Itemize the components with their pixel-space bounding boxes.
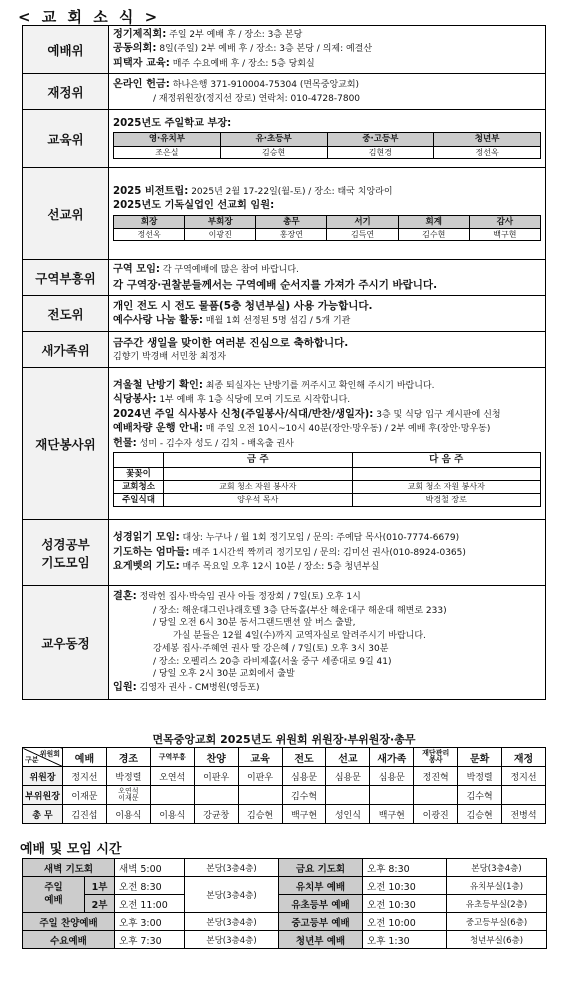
info-line	[113, 408, 541, 422]
info-value: 금주간 생일을 맞이한 여러분 진심으로 축하합니다.	[113, 337, 349, 350]
officer-name: 김수혁	[282, 786, 326, 805]
news-table	[22, 25, 546, 700]
corner-bottom: 구분	[25, 756, 39, 764]
section-category: 선교위	[23, 168, 109, 260]
info-line	[113, 314, 541, 328]
info-value: 대상: 누구나 / 월 1회 정기모임 / 문의: 주예담 목사(010-7774-6679)	[179, 533, 460, 544]
service-name: 새벽 기도회	[23, 859, 115, 877]
duty-cell: 박경철 장로	[352, 493, 541, 506]
info-key: 요게벳의 기도:	[113, 561, 180, 573]
officer-name: 성인식	[326, 805, 370, 824]
info-key: 기도하는 엄마들:	[113, 546, 190, 558]
service-time: 오전 10:30	[363, 877, 447, 895]
officer-name: 백구현	[370, 805, 414, 824]
committee-header: 교육	[238, 748, 282, 767]
info-line	[113, 393, 541, 407]
info-line	[113, 185, 541, 199]
info-value: 3층 및 식당 입구 게시판에 신청	[373, 409, 501, 420]
info-value: 1부 예배 후 1층 식당에 모여 기도로 시작합니다.	[156, 395, 351, 406]
info-line	[113, 546, 541, 560]
info-key: 구역 모임:	[113, 264, 160, 276]
services-title: 예배 및 모임 시간	[20, 842, 122, 857]
info-value: 8일(주일) 2부 예배 후 / 장소: 3층 본당 / 의제: 예결산	[156, 44, 373, 55]
committee-header: 구역부흥	[150, 748, 194, 767]
service-name: 중고등부 예배	[279, 913, 363, 931]
section-row	[23, 74, 546, 110]
service-sub: 2부	[85, 895, 115, 913]
committee-header: 재단관리 봉사	[414, 748, 458, 767]
info-line	[113, 117, 541, 131]
section-row	[23, 332, 546, 368]
corner-top: 위원회	[39, 750, 60, 758]
service-time: 오전 10:00	[363, 913, 447, 931]
service-row	[23, 859, 547, 877]
committee-header: 선교	[326, 748, 370, 767]
service-place: 본당(3층4층)	[185, 877, 279, 913]
section-row	[23, 168, 546, 260]
info-value: / 당일 오전 6시 30분 동서그랜드맨션 앞 버스 출발,	[153, 618, 356, 629]
subtable-cell: 백구현	[469, 228, 540, 240]
officer-role: 위원장	[23, 767, 63, 786]
officer-name: 이판우	[194, 767, 238, 786]
duty-cell: 교회 청소 자원 봉사자	[164, 480, 353, 493]
duty-cell	[352, 467, 541, 480]
info-line	[113, 351, 541, 364]
info-value: 매주 1시간씩 짝끼리 정기모임 / 문의: 김미선 권사(010-8924-0365)	[189, 547, 466, 558]
duty-header: 다 음 주	[352, 453, 541, 467]
section-category: 교우동정	[23, 586, 109, 700]
info-value: 주일 2부 예배 후 / 장소: 3층 본당	[166, 30, 303, 40]
service-row	[23, 877, 547, 895]
duty-label: 주일식대	[114, 493, 164, 506]
officer-name: 김승현	[458, 805, 502, 824]
subtable-cell: 정선옥	[434, 146, 541, 158]
info-key: 예수사랑 나눔 활동:	[113, 315, 203, 327]
info-key: 성경읽기 모임:	[113, 532, 180, 544]
page-title: < 교 회 소 식 >	[18, 8, 161, 26]
officer-name	[414, 786, 458, 805]
committee-header: 새가족	[370, 748, 414, 767]
subtable-cell: 김현경	[327, 146, 434, 158]
info-value: / 재정위원장(정지선 장로) 연락처: 010-4728-7800	[153, 93, 361, 104]
committee-header: 예배	[63, 748, 107, 767]
service-row	[23, 913, 547, 931]
officer-name: 이판우	[238, 767, 282, 786]
info-key: 겨울철 난방기 확인:	[113, 379, 203, 391]
service-time: 오전 10:30	[363, 895, 447, 913]
section-content	[109, 332, 546, 368]
officer-name: 김진섭	[63, 805, 107, 824]
officer-row	[23, 767, 546, 786]
info-line	[113, 437, 541, 451]
service-name: 금요 기도회	[279, 859, 363, 877]
officer-name: 김승현	[238, 805, 282, 824]
service-time: 오전 11:00	[115, 895, 185, 913]
section-category: 성경공부 기도모임	[23, 520, 109, 586]
committee-header: 문화	[458, 748, 502, 767]
committee-header: 경조	[106, 748, 150, 767]
info-line	[113, 681, 541, 695]
officer-name	[238, 786, 282, 805]
info-value: 김향기 박경배 서민창 최정자	[113, 352, 226, 363]
duty-table	[113, 452, 541, 507]
info-line	[113, 278, 541, 293]
service-place: 유초등부실(2층)	[447, 895, 547, 913]
info-value: 최종 퇴실자는 난방기를 꺼주시고 확인해 주시기 바랍니다.	[202, 380, 435, 391]
service-time: 오후 1:30	[363, 931, 447, 949]
info-line	[113, 643, 541, 656]
duty-label: 꽃꽂이	[114, 467, 164, 480]
section-row	[23, 586, 546, 700]
info-value: 가실 분들은 12월 4일(수)까지 교역자실로 알려주시기 바랍니다.	[173, 631, 426, 642]
officer-role: 부위원장	[23, 786, 63, 805]
service-time: 새벽 5:00	[115, 859, 185, 877]
officer-row	[23, 805, 546, 824]
section-category: 예배위	[23, 26, 109, 74]
officer-name: 전병석	[502, 805, 546, 824]
info-key: 피택자 교육:	[113, 57, 170, 69]
info-line	[113, 617, 541, 630]
info-value: / 장소: 해운대그린나래호텔 3층 단독홀(부산 해운대구 해운대 해변로 233)	[153, 605, 447, 616]
info-key: 2025 비전트립:	[113, 185, 189, 197]
info-line	[113, 630, 541, 643]
section-row	[23, 368, 546, 520]
duty-label: 교회청소	[114, 480, 164, 493]
subtable-header: 감사	[469, 215, 540, 228]
info-line	[113, 605, 541, 618]
services-table	[22, 858, 547, 949]
info-line	[113, 590, 541, 604]
officers-title: 면목중앙교회 2025년도 위원회 위원장·부위원장·총무	[152, 733, 416, 746]
service-place: 유치부실(1층)	[447, 877, 547, 895]
info-line	[113, 668, 541, 681]
section-content	[109, 110, 546, 168]
service-time: 오후 7:30	[115, 931, 185, 949]
service-name: 유초등부 예배	[279, 895, 363, 913]
section-row	[23, 520, 546, 586]
officer-subtable	[113, 132, 541, 158]
officer-name: 정지선	[502, 767, 546, 786]
duty-cell: 양우석 목사	[164, 493, 353, 506]
section-row	[23, 296, 546, 332]
officer-row	[23, 786, 546, 805]
service-place: 본당(3층4층)	[447, 859, 547, 877]
info-key: 헌물:	[113, 437, 137, 449]
info-line	[113, 531, 541, 545]
service-place: 중고등부실(6층)	[447, 913, 547, 931]
section-row	[23, 110, 546, 168]
officer-name: 김수혁	[458, 786, 502, 805]
section-content	[109, 26, 546, 74]
section-content	[109, 260, 546, 296]
officer-name	[326, 786, 370, 805]
subtable-cell: 김수현	[398, 228, 469, 240]
service-name: 수요예배	[23, 931, 115, 949]
service-name: 주일 예배	[23, 877, 85, 913]
service-place: 청년부실(6층)	[447, 931, 547, 949]
info-value: 매 주일 오전 10시~10시 40분(장안·망우동) / 2부 예배 후(장안·망우동)	[202, 424, 491, 435]
info-key: 식당봉사:	[113, 394, 157, 406]
info-line	[113, 336, 541, 351]
officer-name: 정진혁	[414, 767, 458, 786]
officer-name	[150, 786, 194, 805]
section-category: 구역부흥위	[23, 260, 109, 296]
subtable-cell: 정선옥	[114, 228, 185, 240]
service-name: 유치부 예배	[279, 877, 363, 895]
info-line	[113, 57, 541, 71]
service-name: 청년부 예배	[279, 931, 363, 949]
officer-name	[370, 786, 414, 805]
info-line	[113, 560, 541, 574]
info-line	[113, 379, 541, 393]
service-sub: 1부	[85, 877, 115, 895]
officer-name: 정지선	[63, 767, 107, 786]
section-content	[109, 296, 546, 332]
subtable-header: 청년부	[434, 133, 541, 146]
section-content	[109, 368, 546, 520]
officer-name: 이재문	[63, 786, 107, 805]
section-category: 재정위	[23, 74, 109, 110]
service-name: 주일 찬양예배	[23, 913, 115, 931]
service-row	[23, 931, 547, 949]
info-value: 하나은행 371-910004-75304 (면목중앙교회)	[169, 80, 360, 91]
section-category: 교육위	[23, 110, 109, 168]
subtable-header: 부회장	[185, 215, 256, 228]
info-key: 정기제직회:	[113, 29, 167, 40]
info-line	[113, 42, 541, 56]
subtable-header: 회장	[114, 215, 185, 228]
info-key: 예배차량 운행 안내:	[113, 423, 203, 435]
info-key: 결혼:	[113, 591, 137, 603]
info-line	[113, 28, 541, 42]
info-key: 2025년도 기독실업인 선교회 임원:	[113, 200, 275, 212]
info-value: 각 구역장·권찰분들께서는 구역예배 순서지를 가져가 주시기 바랍니다.	[113, 278, 438, 291]
info-key: 입원:	[113, 682, 137, 694]
section-category: 재단봉사위	[23, 368, 109, 520]
subtable-header: 유·초등부	[220, 133, 327, 146]
officer-name: 오연석 이재문	[106, 786, 150, 805]
info-value: 정락헌 집사·박숙임 권사 아들 정장회 / 7일(토) 오후 1시	[136, 592, 361, 603]
subtable-cell: 조은실	[114, 146, 221, 158]
officer-name: 이용식	[150, 805, 194, 824]
subtable-cell: 홍장연	[256, 228, 327, 240]
info-value: 각 구역예배에 많은 참여 바랍니다.	[160, 265, 299, 276]
info-line	[113, 299, 541, 314]
officer-name: 박정렬	[458, 767, 502, 786]
subtable-header: 중·고등부	[327, 133, 434, 146]
section-content	[109, 520, 546, 586]
info-line	[113, 422, 541, 436]
info-line	[113, 263, 541, 277]
committee-header: 찬양	[194, 748, 238, 767]
section-content	[109, 74, 546, 110]
duty-cell	[164, 467, 353, 480]
officer-name	[502, 786, 546, 805]
info-value: 2025년 2월 17-22일(월-토) / 장소: 태국 치앙라이	[188, 186, 393, 197]
info-value: 김영자 권사 - CM병원(영등포)	[136, 683, 260, 694]
officer-name: 백구현	[282, 805, 326, 824]
subtable-header: 영·유치부	[114, 133, 221, 146]
officers-table	[22, 747, 546, 824]
info-key: 공동의회:	[113, 43, 157, 55]
service-place: 본당(3층4층)	[185, 913, 279, 931]
info-value: 매월 1회 선정된 5명 섬김 / 5개 기관	[202, 316, 351, 327]
service-place: 본당(3층4층)	[185, 859, 279, 877]
section-category: 전도위	[23, 296, 109, 332]
service-row	[23, 895, 547, 913]
service-place: 본당(3층4층)	[185, 931, 279, 949]
subtable-header: 회계	[398, 215, 469, 228]
officer-name: 강균창	[194, 805, 238, 824]
info-line	[113, 656, 541, 669]
officer-name: 오연석	[150, 767, 194, 786]
section-row	[23, 26, 546, 74]
info-value: / 당일 오후 2시 30분 교회에서 출발	[153, 669, 295, 680]
info-line	[113, 199, 541, 213]
section-content	[109, 586, 546, 700]
duty-header: 금 주	[164, 453, 353, 467]
subtable-header: 총무	[256, 215, 327, 228]
info-line	[113, 93, 541, 106]
officer-name: 심용문	[282, 767, 326, 786]
info-key: 2024년 주일 식사봉사 신청(주일봉사/식대/반찬/생일자):	[113, 408, 374, 420]
table-corner	[23, 748, 63, 767]
subtable-cell: 김승현	[220, 146, 327, 158]
officer-subtable	[113, 215, 541, 241]
officer-name: 심용문	[370, 767, 414, 786]
info-key: 온라인 헌금:	[113, 79, 170, 91]
service-time: 오후 3:00	[115, 913, 185, 931]
section-row	[23, 260, 546, 296]
officer-role: 총 무	[23, 805, 63, 824]
info-value: 매주 목요일 오후 12시 10분 / 장소: 5층 청년부실	[179, 562, 380, 573]
info-value: 개인 전도 시 전도 물품(5층 청년부실) 사용 가능합니다.	[113, 300, 373, 313]
info-value: 강세봉 집사·주혜연 권사 딸 강은혜 / 7일(토) 오후 3시 30분	[153, 643, 389, 654]
officer-name: 이광진	[414, 805, 458, 824]
info-value: 성미 - 김수자 성도 / 김치 - 배옥출 권사	[136, 438, 294, 449]
section-category: 새가족위	[23, 332, 109, 368]
info-line	[113, 78, 541, 92]
officer-name: 심용문	[326, 767, 370, 786]
section-content	[109, 168, 546, 260]
committee-header: 재정	[502, 748, 546, 767]
committee-header: 전도	[282, 748, 326, 767]
officer-name	[194, 786, 238, 805]
officer-name: 이용식	[106, 805, 150, 824]
info-value: / 장소: 오펠리스 20층 라비제홀(서울 중구 세종대로 9길 41)	[153, 656, 392, 667]
info-value: 매주 수요예배 후 / 장소: 5층 당회실	[169, 58, 315, 69]
duty-cell: 교회 청소 자원 봉사자	[352, 480, 541, 493]
subtable-cell: 김득연	[327, 228, 398, 240]
subtable-header: 서기	[327, 215, 398, 228]
info-key: 2025년도 주일학교 부장:	[113, 118, 232, 129]
subtable-cell: 이광진	[185, 228, 256, 240]
service-time: 오전 8:30	[115, 877, 185, 895]
officer-name: 박정렬	[106, 767, 150, 786]
service-time: 오후 8:30	[363, 859, 447, 877]
